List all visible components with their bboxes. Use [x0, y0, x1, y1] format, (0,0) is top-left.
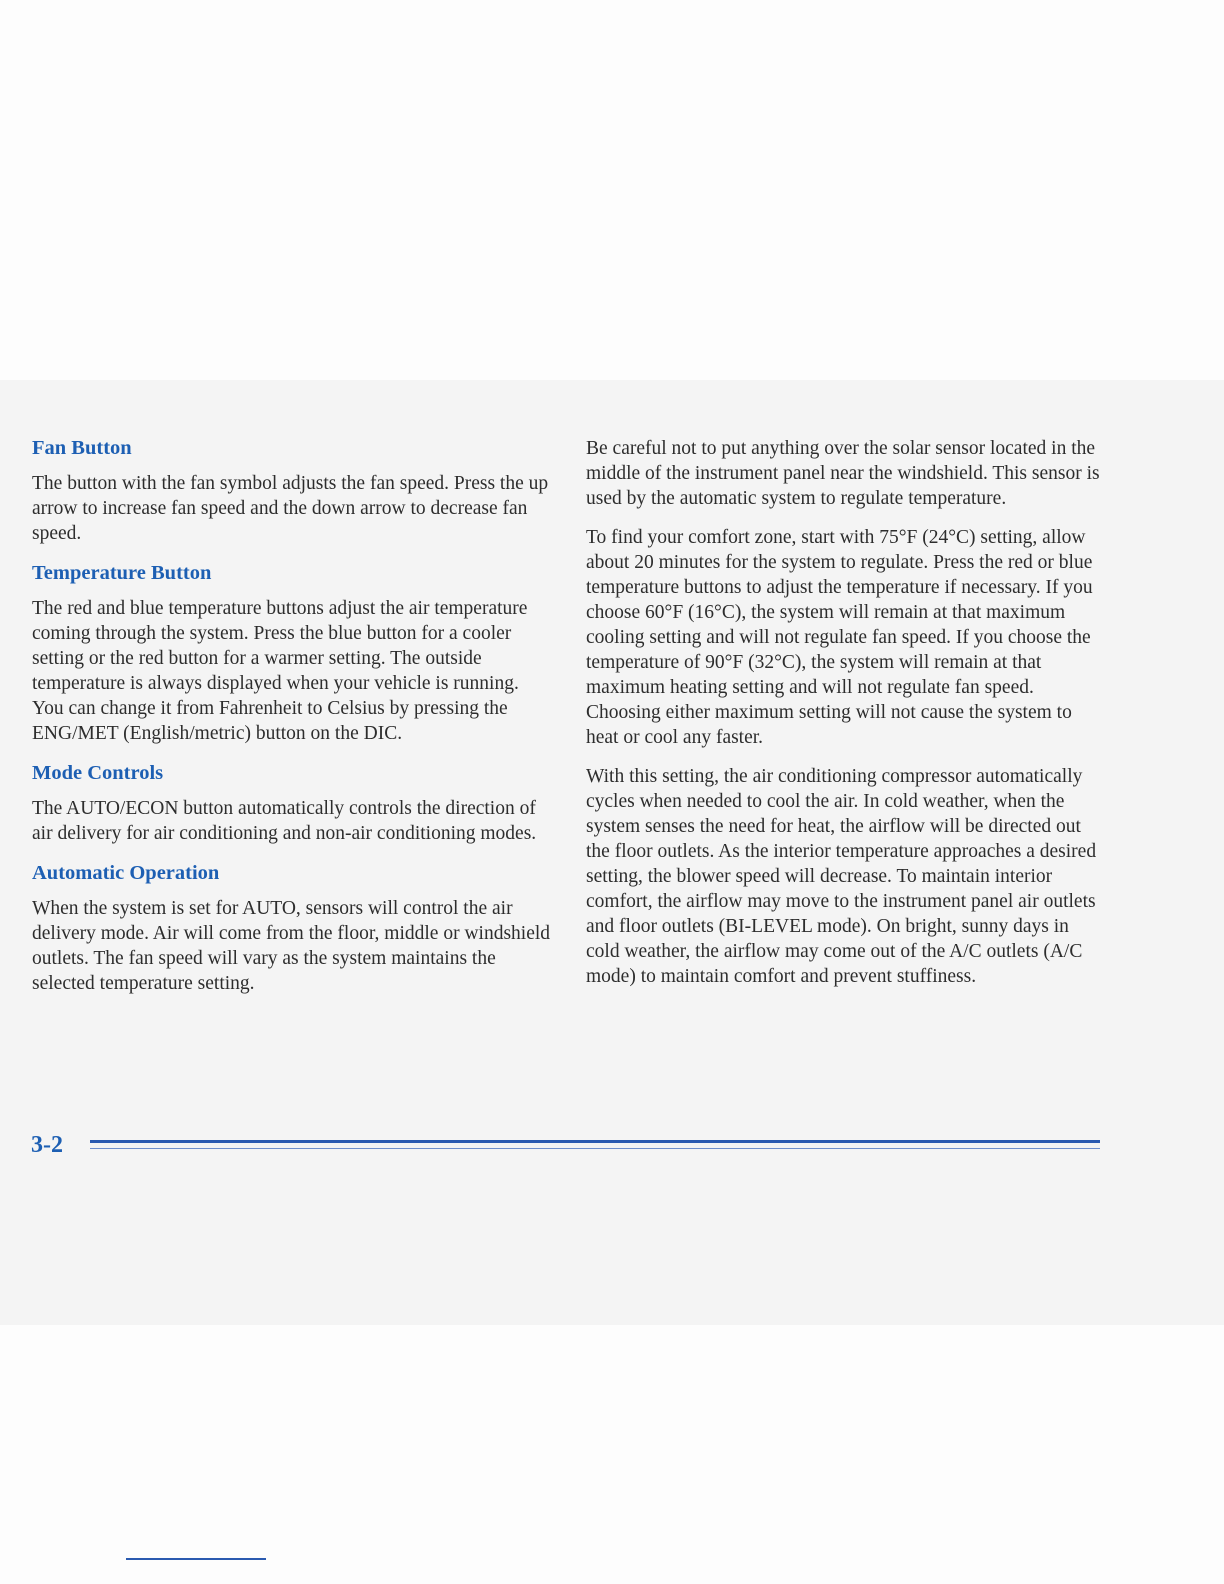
- section-heading-automatic-operation: Automatic Operation: [32, 862, 220, 884]
- footer-rule-thin-line: [90, 1148, 1100, 1149]
- left-column: [32, 436, 552, 1011]
- section-paragraph-automatic-operation: When the system is set for AUTO, sensors will control the air delivery mode. Air will come from the floor, middle or windshield outlets. The fan speed will vary as the system maintains the selected temperature setting.: [32, 898, 551, 994]
- section-heading-mode-controls: Mode Controls: [32, 762, 164, 784]
- section-heading-temperature-button: Temperature Button: [32, 562, 212, 584]
- section-heading-fan-button: Fan Button: [32, 437, 132, 459]
- paragraph-comfort-zone: To find your comfort zone, start with 75°F (24°C) setting, allow about 20 minutes for the system to regulate. Press the red or blue temperature buttons to adjust the temperature if necessary. If you choose 60°F (16°C), the system will remain at that maximum cooling setting and will not regulate fan speed. If you choose the temperature of 90°F (32°C), the system will remain at that maximum heating setting and will not regulate fan speed. Choosing either maximum setting will not cause the system to heat or cool any faster.: [586, 527, 1093, 748]
- footer-rule: [90, 1140, 1100, 1152]
- paragraph-compressor-cycling: With this setting, the air conditioning compressor automatically cycles when needed to cool the air. In cold weather, when the system senses the need for heat, the airflow will be directed out the floor outlets. As the interior temperature approaches a desired setting, the blower speed will decrease. To maintain interior comfort, the airflow may move to the instrument panel air outlets and floor outlets (BI-LEVEL mode). On bright, sunny days in cold weather, the airflow may come out of the A/C outlets (A/C mode) to maintain comfort and prevent stuffiness.: [586, 766, 1097, 987]
- paragraph-solar-sensor: Be careful not to put anything over the solar sensor located in the middle of the instrument panel near the windshield. This sensor is used by the automatic system to regulate temperature.: [586, 438, 1100, 509]
- page-number: 3-2: [31, 1132, 63, 1158]
- section-paragraph-temperature-button: The red and blue temperature buttons adjust the air temperature coming through the system. Press the blue button for a cooler setting or the red button for a warmer setting. The outside temperature is always displayed when your vehicle is running. You can change it from Fahrenheit to Celsius by pressing the ENG/MET (English/metric) button on the DIC.: [32, 598, 528, 744]
- right-column: [586, 436, 1106, 1003]
- section-paragraph-mode-controls: The AUTO/ECON button automatically controls the direction of air delivery for air conditioning and non-air conditioning modes.: [32, 798, 537, 844]
- section-paragraph-fan-button: The button with the fan symbol adjusts the fan speed. Press the up arrow to increase fan speed and the down arrow to decrease fan speed.: [32, 473, 549, 544]
- footer-rule-thick-line: [90, 1140, 1100, 1143]
- bottom-edge-mark: [126, 1558, 266, 1560]
